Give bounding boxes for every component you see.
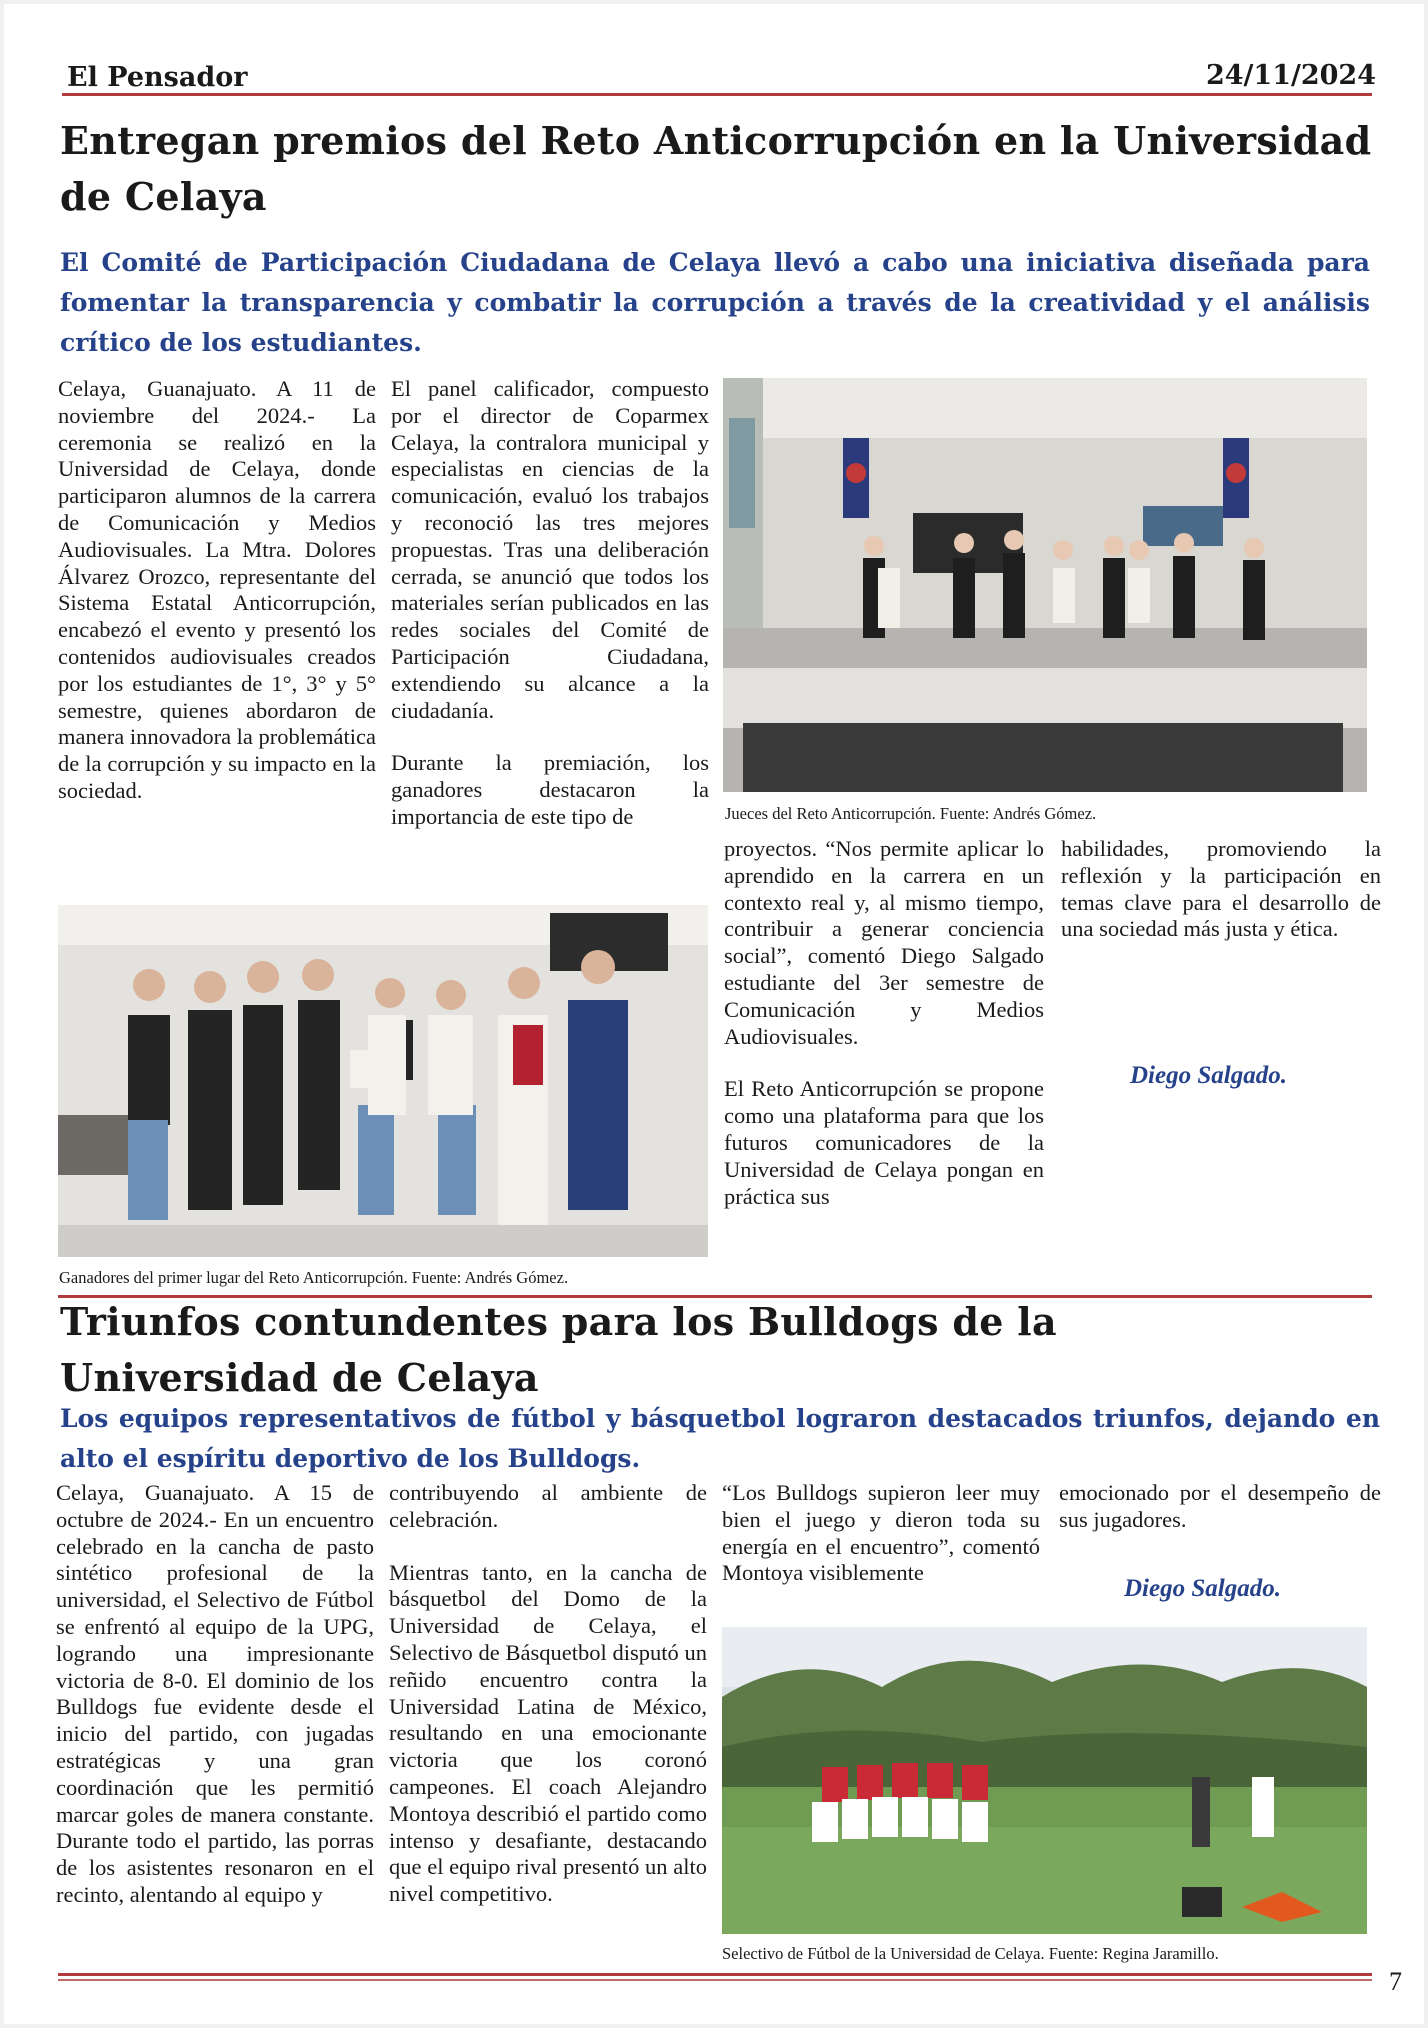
article2-col2-para1: contribuyendo al ambiente de celebración. xyxy=(389,1480,707,1532)
article1-dek: El Comité de Participación Ciudadana de Celaya llevó a cabo una iniciativa diseñada para fomentar la transparencia y combatir la corrupción a través de la creatividad y el análisis crítico de los estudiantes. xyxy=(60,248,1370,357)
article1-col3-para1: proyectos. “Nos permite aplicar lo aprendido en la carrera en un contexto real y, al mismo tiempo, contribuir a generar conciencia social”, comentó Diego Salgado estudiante del 3er semestre de Comunicación y Medios Audiovisuales. xyxy=(724,836,1044,1049)
article1-column4 xyxy=(1061,836,1381,943)
article1-col2-para1: El panel calificador, compuesto por el director de Coparmex Celaya, la contralora municipal y especialistas en ciencias de la comunicación, evaluó los trabajos y reconoció las tres mejores propuestas. Tras una deliberación cerrada, se anunció que todos los materiales serían publicados en las redes sociales del Comité de Participación Ciudadana, extendiendo su alcance a la ciudadanía. xyxy=(391,376,709,723)
article1-col2-para2: Durante la premiación, los ganadores destacaron la importancia de este tipo de xyxy=(391,750,709,829)
article2-col4-text: emocionado por el desempeño de sus jugadores. xyxy=(1059,1480,1381,1532)
article1-col3-para2: El Reto Anticorrupción se propone como una plataforma para que los futuros comunicadores de la Universidad de Celaya pongan en práctica sus xyxy=(724,1076,1044,1209)
header-rule xyxy=(62,93,1372,96)
article1-column3 xyxy=(724,836,1044,1210)
article2-col1-text: Celaya, Guanajuato. A 15 de octubre de 2024.- En un encuentro celebrado en la cancha de pasto sintético profesional de la universidad, el Selectivo de Fútbol se enfrentó al equipo de la UPG, logrando una impresionante victoria de 8-0. El dominio de los Bulldogs fue evidente desde el inicio del partido, con jugadas estratégicas y una gran coordinación que les permitió marcar goles de manera constante. Durante todo el partido, las porras de los asistentes resonaron en el recinto, alentando al equipo y xyxy=(56,1480,374,1907)
article2-column2 xyxy=(389,1480,707,1908)
article2-dek: Los equipos representativos de fútbol y básquetbol lograron destacados triunfos, dejando en alto el espíritu deportivo de los Bulldogs. xyxy=(60,1404,1380,1473)
article2-author: Diego Salgado. xyxy=(1124,1575,1281,1602)
article1-column1 xyxy=(58,376,376,805)
page-number: 7 xyxy=(1389,1967,1402,1996)
winners-photo xyxy=(58,905,708,1257)
issue-date: 24/11/2024 xyxy=(1205,60,1376,91)
footer-rule-top xyxy=(58,1973,1372,1976)
publication-name: El Pensador xyxy=(67,62,248,93)
soccer-team-photo xyxy=(722,1627,1367,1934)
article1-col1-text: Celaya, Guanajuato. A 11 de noviembre del 2024.- La ceremonia se realizó en la Universidad de Celaya, donde participaron alumnos de la carrera de Comunicación y Medios Audiovisuales. La Mtra. Dolores Álvarez Orozco, representante del Sistema Estatal Anticorrupción, encabezó el evento y presentó los contenidos audiovisuales creados por los estudiantes de 1°, 3° y 5° semestre, quienes abordaron de manera innovadora la problemática de la corrupción y su impacto en la sociedad. xyxy=(58,376,376,803)
article1-author: Diego Salgado. xyxy=(1130,1062,1287,1089)
article2-col3-text: “Los Bulldogs supieron leer muy bien el juego y dieron toda su energía en el encuentro”, comentó Montoya visiblemente xyxy=(722,1480,1040,1586)
newspaper-page xyxy=(4,4,1424,2024)
article2-col2-para2: Mientras tanto, en la cancha de básquetbol del Domo de la Universidad de Celaya, el Selectivo de Básquetbol disputó un reñido encuentro contra la Universidad Latina de México, resultando en una emocionante victoria que los coronó campeones. El coach Alejandro Montoya describió el partido como intenso y desafiante, destacando que el equipo rival presentó un alto nivel competitivo. xyxy=(389,1559,707,1907)
article1-column2 xyxy=(391,376,709,831)
judges-photo-caption: Jueces del Reto Anticorrupción. Fuente: Andrés Gómez. xyxy=(725,804,1097,823)
article2-column4 xyxy=(1059,1480,1381,1534)
article1-col4-text: habilidades, promoviendo la reflexión y la participación en temas clave para el desarrollo de una sociedad más justa y ética. xyxy=(1061,836,1381,942)
article2-title: Triunfos contundentes para los Bulldogs de la Universidad de Celaya xyxy=(60,1299,1057,1400)
soccer-team-photo-caption: Selectivo de Fútbol de la Universidad de Celaya. Fuente: Regina Jaramillo. xyxy=(722,1944,1219,1963)
article1-title: Entregan premios del Reto Anticorrupción en la Universidad de Celaya xyxy=(60,118,1372,219)
footer-rule-bottom xyxy=(58,1979,1372,1981)
article2-column3 xyxy=(722,1480,1040,1587)
article2-column1 xyxy=(56,1480,374,1909)
judges-photo xyxy=(723,378,1367,792)
winners-photo-caption: Ganadores del primer lugar del Reto Anticorrupción. Fuente: Andrés Gómez. xyxy=(59,1268,569,1287)
